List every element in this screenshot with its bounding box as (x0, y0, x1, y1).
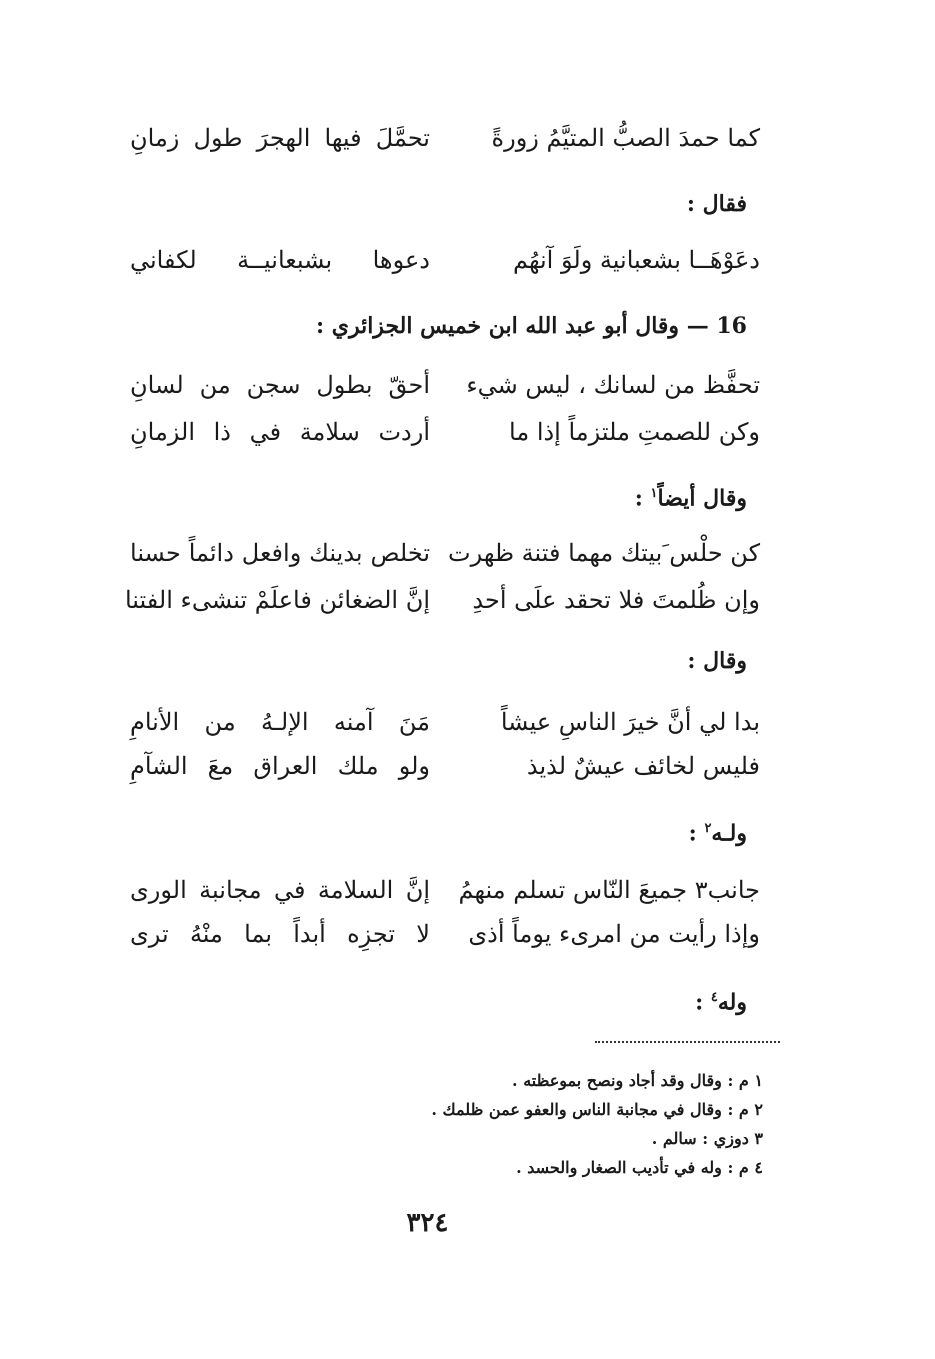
verse-intro (635, 478, 747, 514)
footnote-separator (595, 1041, 780, 1043)
section-heading: 16 — وقال أبو عبد الله ابن خميس الجزائري : (315, 313, 747, 339)
verse-line (130, 870, 760, 910)
intro-text: ولـه (711, 820, 747, 847)
verse-second-hemistich: ولو ملك العراق معَ الشآمِ (130, 752, 430, 780)
footnote-ref: ١ (650, 486, 658, 501)
verse-second-hemistich: مَنَ آمنه الإلـهُ من الأنامِ (130, 708, 430, 736)
verse-first-hemistich: كن حلْس َبيتك مهما فتنة ظهرت (448, 539, 760, 567)
verse-intro: وقال : (687, 648, 747, 674)
verse-first-hemistich: وكن للصمتِ ملتزماً إذا ما (509, 418, 760, 446)
footnote-ref: ٤ (710, 990, 718, 1005)
verse-line (130, 365, 760, 405)
verse-intro: فقال : (686, 191, 747, 217)
verse-first-hemistich: دعَوْهَــا بشعبانية ولَوَ آنهُم (512, 246, 760, 274)
intro-text: وقال أيضاً (657, 485, 747, 512)
verse-first-hemistich: جانب٣ جميعَ النّاس تسلم منهمُ (458, 876, 760, 904)
verse-second-hemistich: إنَّ السلامة في مجانبة الورى (130, 876, 430, 904)
verse-line (130, 702, 760, 742)
verse-line (130, 118, 760, 158)
footnote: ٤ م : وله في تأديب الصغار والحسد . (516, 1158, 763, 1177)
verse-first-hemistich: كما حمدَ الصبُّ المتيَّمُ زورةً (491, 124, 760, 152)
footnote: ٣ دوزي : سالم . (651, 1129, 763, 1148)
verse-second-hemistich: تخلص بدينك وافعل دائماً حسنا (130, 539, 430, 567)
page-number: ٣٢٤ (406, 1208, 449, 1238)
verse-line (130, 240, 760, 280)
verse-first-hemistich: تحفَّظ من لسانك ، ليس شيء (466, 371, 760, 399)
intro-colon: : (634, 485, 651, 512)
intro-text: وله (717, 989, 747, 1016)
footnote-ref: ٢ (704, 821, 712, 836)
verse-second-hemistich: أردت سلامة في ذا الزمانِ (130, 418, 430, 446)
intro-colon: : (688, 820, 705, 847)
verse-second-hemistich: تحمَّلَ فيها الهجرَ طول زمانِ (130, 124, 430, 152)
verse-second-hemistich: إنَّ الضغائن فاعلَمْ تنشىء الفتنا (124, 586, 430, 614)
verse-first-hemistich: بدا لي أنَّ خيرَ الناسِ عيشاً (500, 708, 760, 736)
verse-first-hemistich: وإذا رأيت من امرىء يوماً أذى (468, 920, 760, 948)
intro-colon: : (695, 989, 711, 1016)
verse-first-hemistich: فليس لخائف عيشٌ لذيذ (526, 752, 760, 780)
verse-intro (695, 982, 747, 1018)
verse-line (124, 580, 760, 620)
verse-line (130, 746, 760, 786)
verse-line (130, 914, 760, 954)
verse-first-hemistich: وإن ظُلمتَ فلا تحقد علَى أحدِ (472, 586, 760, 614)
footnote: ١ م : وقال وقد أجاد ونصح بموعظته . (512, 1071, 763, 1090)
verse-second-hemistich: لا تجزِه أبداً بما منْهُ ترى (130, 920, 430, 948)
verse-line (130, 412, 760, 452)
verse-line (130, 533, 760, 573)
footnote: ٢ م : وقال في مجانبة الناس والعفو عمن ظلمك . (431, 1100, 763, 1119)
verse-second-hemistich: أحقّ بطول سجن من لسانِ (130, 371, 430, 399)
verse-second-hemistich: دعوها بشبعانيــة لكفاني (130, 246, 430, 274)
verse-intro (689, 813, 747, 849)
